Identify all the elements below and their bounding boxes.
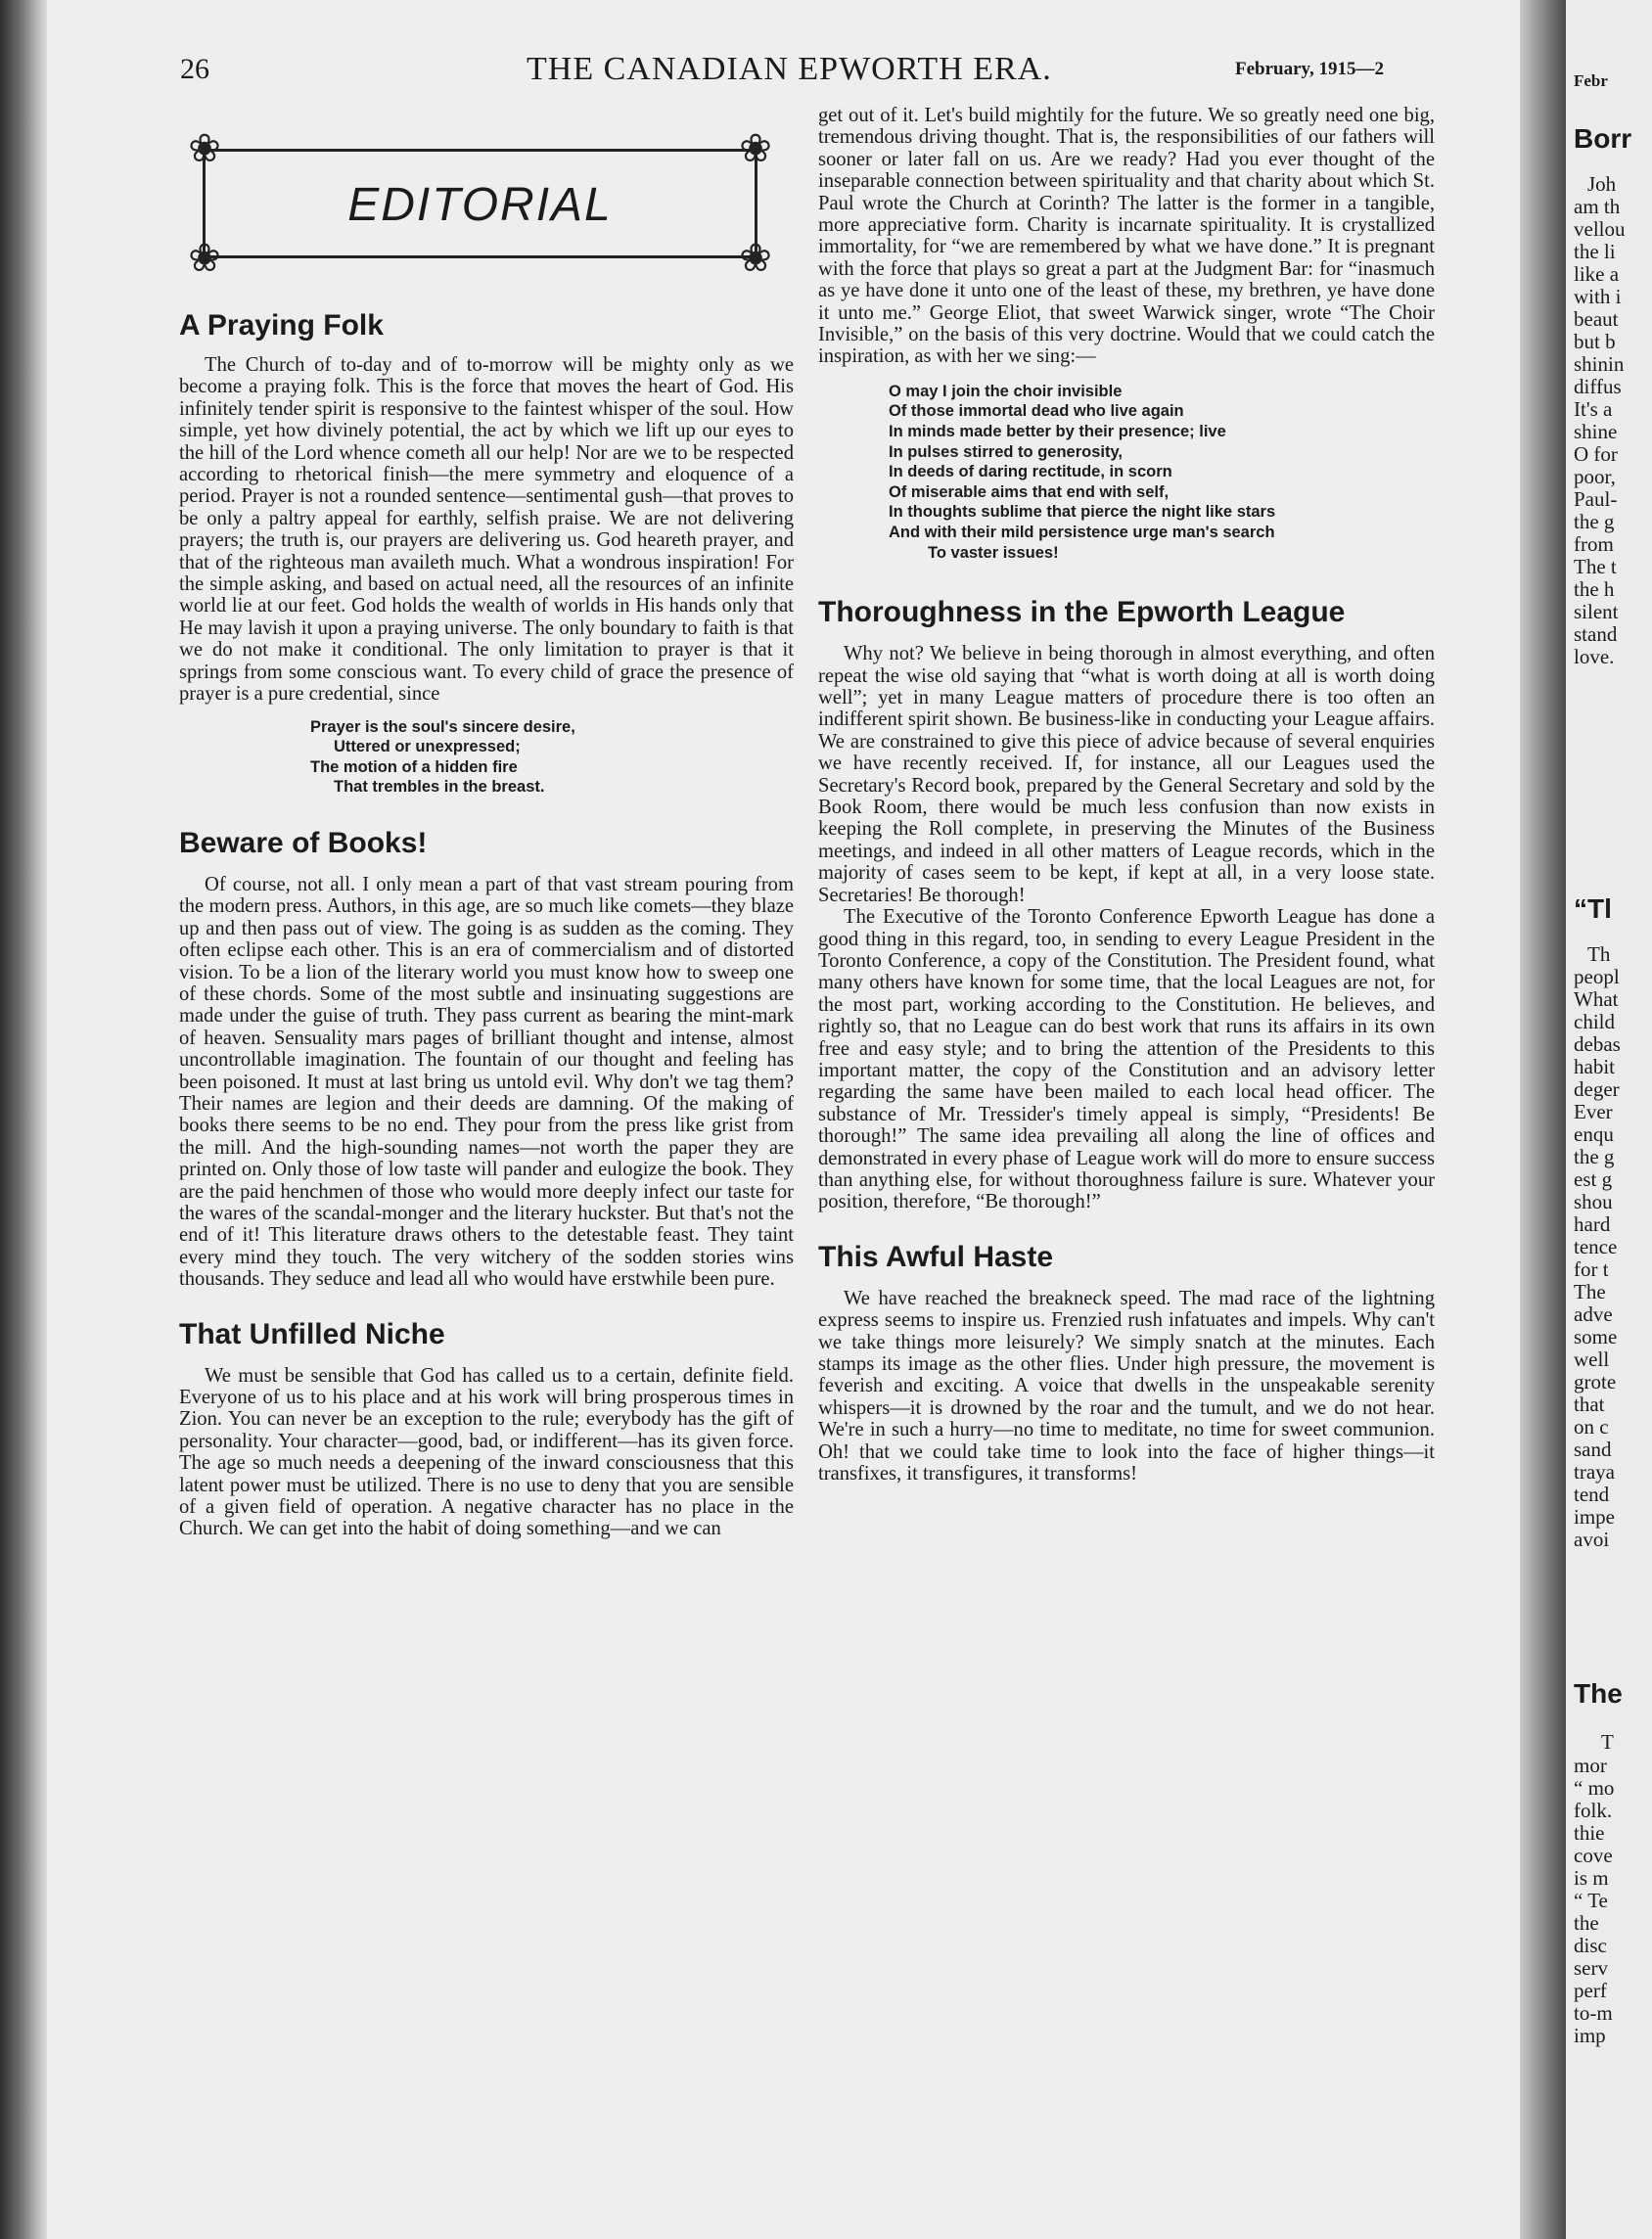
- poem-line: That trembles in the breast.: [334, 778, 545, 797]
- adjacent-page-fragment: Paul-: [1574, 487, 1618, 511]
- adjacent-page-fragment: Ever: [1574, 1100, 1613, 1123]
- adjacent-page-fragment: folk.: [1574, 1799, 1613, 1822]
- adjacent-page-fragment: grote: [1574, 1370, 1617, 1394]
- adjacent-page-fragment: diffus: [1574, 375, 1622, 398]
- poem-line: Uttered or unexpressed;: [334, 738, 521, 756]
- article-body-awful-haste: We have reached the breakneck speed. The mad race of the lightning express seems to inspire us. Frenzied rush infatuates and impels. Why can't we take things more leisurely? We simply snatch at the minutes. Each stamps its image as the other flies. Under high pressure, the movement is feverish and exciting. A voice that dwells in the unspeakable serenity whispers—it is drowned by the roar and the tumult, and we do not hear. We're in such a hurry—no time to meditate, no time for sweet communion. Oh! that we could take time to look into the face of higher things—it transfixes, it transfigures, it transforms!: [818, 1287, 1435, 1485]
- adjacent-page-fragment: on c: [1574, 1415, 1609, 1439]
- adjacent-page-fragment: sand: [1574, 1438, 1612, 1461]
- adjacent-page-fragment: T: [1601, 1730, 1614, 1754]
- article-heading-beware-of-books: Beware of Books!: [179, 826, 428, 859]
- adjacent-page-fragment: tend: [1574, 1483, 1610, 1506]
- adjacent-page-fragment: for t: [1574, 1257, 1609, 1281]
- adjacent-page-fragment: The: [1574, 1280, 1606, 1303]
- adjacent-page-fragment: from: [1574, 532, 1614, 556]
- adjacent-page-fragment: hard: [1574, 1212, 1611, 1236]
- adjacent-page-fragment: some: [1574, 1325, 1618, 1348]
- poem-line: Of those immortal dead who live again: [889, 402, 1184, 421]
- adjacent-page-fragment: like a: [1574, 262, 1620, 286]
- adjacent-page-fragment: adve: [1574, 1302, 1613, 1326]
- poem-prayer: [310, 717, 794, 798]
- adjacent-page-fragment: beaut: [1574, 307, 1619, 331]
- adjacent-page-fragment: “ Te: [1574, 1889, 1608, 1912]
- adjacent-page-fragment: the g: [1574, 510, 1615, 533]
- left-column: [179, 309, 794, 1540]
- adjacent-page-fragment: habit: [1574, 1055, 1615, 1078]
- adjacent-page-fragment: the: [1574, 1911, 1599, 1935]
- article-heading-praying-folk: A Praying Folk: [179, 309, 384, 342]
- adjacent-page-fragment: am th: [1574, 195, 1621, 218]
- adjacent-page-fragment: What: [1574, 987, 1619, 1011]
- poem-line: Of miserable aims that end with self,: [889, 482, 1170, 501]
- adjacent-page-edge: [1566, 0, 1652, 2239]
- adjacent-page-fragment: avoi: [1574, 1528, 1610, 1551]
- article-body-thoroughness-p2: The Executive of the Toronto Conference Epworth League has done a good thing in this regard, too, in sending to every League President in the Toronto Conference, a copy of the Constitution. The President found, what many others have known for some time, that the local Leagues are not, for the most part, working according to the Constitution. He believes, and rightly so, that no League can do best work that runs its affairs in its own free and easy style; and to bring the attention of the Presidents to this important matter, the copy of the Constitution and an advisory letter regarding the same have been mailed to each local head officer. The substance of Mr. Tressider's timely appeal is simply, “Presidents! Be thorough!” The same idea prevailing all along the line of offices and demonstrated in every phase of League work will do more to ensure success than anything else, for without thoroughness failure is sure. Whatever your position, therefore, “Be thorough!”: [818, 906, 1435, 1213]
- article-heading-thoroughness: Thoroughness in the Epworth League: [818, 596, 1346, 629]
- article-heading-awful-haste: This Awful Haste: [818, 1240, 1054, 1273]
- adjacent-page-fragment: tence: [1574, 1235, 1618, 1258]
- adjacent-page-fragment: vellou: [1574, 217, 1626, 241]
- floral-corner-ornament-icon: ❀: [739, 236, 772, 280]
- poem-line: The motion of a hidden fire: [310, 757, 518, 776]
- adjacent-page-fragment: shinin: [1574, 352, 1625, 376]
- adjacent-page-fragment: Borr: [1574, 123, 1632, 154]
- adjacent-page-fragment: The t: [1574, 555, 1617, 578]
- adjacent-page-fragment: impe: [1574, 1505, 1615, 1529]
- adjacent-page-fragment: silent: [1574, 600, 1619, 623]
- page-number: 26: [180, 53, 209, 85]
- issue-date: February, 1915—2: [1235, 59, 1384, 79]
- book-binding-shadow: [0, 0, 47, 2239]
- right-column: [818, 105, 1435, 1485]
- article-body-praying-folk: The Church of to-day and of to-morrow will be mighty only as we become a praying folk. This is the force that moves the heart of God. His infinitely tender spirit is responsive to the faintest whisper of the soul. How simple, yet how divinely potential, the act by which we lift up our eyes to the hill of the Lord whence cometh all our help! Nor are we to be respected according to rhetorical finish—the mere symmetry and eloquence of a period. Prayer is not a rounded sentence—sentimental gush—that proves to be only a paltry appeal for earthly, selfish praise. We are not delivering prayers; the truth is, our prayers are delivering us. God heareth prayer, and that of the righteous man availeth much. What a wondrous inspiration! For the simple asking, and based on actual need, all the resources of an infinite world lie at our feet. God holds the wealth of worlds in His hands only that He may lavish it upon a praying universe. The only boundary to faith is that we do not make it conditional. The only limitation to prayer is that it springs from some conscious want. To every child of grace the presence of prayer is a pure credential, since: [179, 354, 794, 706]
- adjacent-page-fragment: “ mo: [1574, 1776, 1615, 1800]
- poem-choir-invisible: [889, 382, 1435, 563]
- adjacent-page-fragment: enqu: [1574, 1122, 1614, 1146]
- poem-line: To vaster issues!: [928, 543, 1059, 562]
- adjacent-page-fragment: imp: [1574, 2024, 1606, 2047]
- adjacent-page-fragment: the g: [1574, 1145, 1615, 1168]
- floral-corner-ornament-icon: ❀: [188, 236, 221, 280]
- poem-line: In pulses stirred to generosity,: [889, 442, 1124, 461]
- adjacent-page-fragment: traya: [1574, 1460, 1615, 1484]
- article-body-unfilled-niche: We must be sensible that God has called us to a certain, definite field. Everyone of us to his place and at his work will bring prosperous times in Zion. You can never be an exception to the rule; everybody has the gift of personality. Your character—good, bad, or indifferent—has its given force. The age so much needs a deepening of the inward consciousness that this latent power must be utilized. There is no use to deny that you are sensible of a given field of operation. A negative character has no place in the Church. We can get into the habit of doing something—and we can: [179, 1364, 794, 1540]
- adjacent-page-fragment: Th: [1587, 942, 1611, 966]
- adjacent-page-fragment: disc: [1574, 1934, 1607, 1957]
- poem-line: And with their mild persistence urge man's search: [889, 524, 1275, 542]
- adjacent-page-fragment: love.: [1574, 645, 1615, 668]
- article-body-thoroughness-p1: Why not? We believe in being thorough in almost everything, and often repeat the wise old saying that “what is worth doing at all is worth doing well”; yet in many League matters of procedure there is too often an indifferent spirit shown. Be business-like in conducting your League affairs. We are constrained to give this piece of advice because of several enquiries we have recently received. If, for instance, all our Leagues used the Secretary's Record book, prepared by the General Secretary and sold by the Book Room, there would be much less confusion than now exists in keeping the Roll complete, in preserving the Minutes of the Business meetings, and indeed in all other matters of League records, which in the majority of cases seem to be kept, if kept at all, in a very loose state. Secretaries! Be thorough!: [818, 643, 1435, 906]
- article-body-beware-of-books: Of course, not all. I only mean a part of that vast stream pouring from the modern press. Authors, in this age, are so much like comets—they blaze up and then pass out of view. The going is as sudden as the coming. They often eclipse each other. This is an era of commercialism and of distorted vision. To be a lion of the literary world you must know how to sweep one of these chords. Some of the most subtle and insinuating suggestions are made under the guise of truth. They pass current as bearing the mint-mark of heaven. Sensuality mars pages of brilliant thought and intense, almost uncontrollable imagination. The fountain of our thought and feeling has been poisoned. It must at last bring us untold evil. Why don't we tag them? Their names are legion and their deeds are damning. Of the making of books there seems to be no end. They pour from the press like grist from the mill. And the high-sounding names—not worth the paper they are printed on. Only those of low taste will pander and eulogize the book. They are the paid henchmen of those who would more deeply infect our taste for the wares of the scandal-monger and the literary huckster. But that's not the end of it! This literature draws others to the detestable feast. They taint every mind they touch. The very witchery of the sodden stories wins thousands. They seduce and lead all who would have erstwhile been pure.: [179, 873, 794, 1291]
- adjacent-page-fragment: the li: [1574, 240, 1616, 263]
- adjacent-page-fragment: The: [1574, 1678, 1623, 1709]
- adjacent-page-fragment: mor: [1574, 1754, 1607, 1777]
- adjacent-page-fragment: stand: [1574, 622, 1618, 646]
- adjacent-page-fragment: peopl: [1574, 965, 1620, 988]
- adjacent-page-fragment: cove: [1574, 1844, 1613, 1867]
- adjacent-page-fragment: shine: [1574, 420, 1618, 443]
- floral-corner-ornament-icon: ❀: [739, 126, 772, 170]
- adjacent-page-fragment: debas: [1574, 1032, 1621, 1056]
- adjacent-page-fragment: shou: [1574, 1190, 1613, 1213]
- floral-corner-ornament-icon: ❀: [188, 126, 221, 170]
- adjacent-page-fragment: child: [1574, 1010, 1615, 1033]
- adjacent-page-fragment: Joh: [1587, 172, 1617, 196]
- poem-line: In minds made better by their presence; live: [889, 423, 1226, 441]
- poem-line: In deeds of daring rectitude, in scorn: [889, 463, 1172, 481]
- adjacent-page-fragment: the h: [1574, 577, 1615, 601]
- adjacent-page-fragment: to-m: [1574, 2001, 1613, 2025]
- adjacent-page-fragment: thie: [1574, 1821, 1605, 1845]
- adjacent-page-fragment: that: [1574, 1393, 1605, 1416]
- adjacent-page-fragment: but b: [1574, 330, 1616, 353]
- poem-line: In thoughts sublime that pierce the night like stars: [889, 503, 1276, 522]
- adjacent-page-fragment: deger: [1574, 1077, 1620, 1101]
- adjacent-page-fragment: It's a: [1574, 397, 1613, 421]
- adjacent-page-fragment: est g: [1574, 1167, 1613, 1191]
- adjacent-page-fragment: Febr: [1574, 71, 1608, 90]
- editorial-title: EDITORIAL: [347, 179, 613, 231]
- adjacent-page-fragment: “Tl: [1574, 893, 1612, 924]
- adjacent-page-fragment: is m: [1574, 1866, 1609, 1890]
- poem-line: Prayer is the soul's sincere desire,: [310, 717, 575, 736]
- adjacent-page-fragment: serv: [1574, 1956, 1608, 1980]
- adjacent-page-fragment: perf: [1574, 1979, 1607, 2002]
- editorial-banner: [179, 119, 781, 288]
- article-heading-unfilled-niche: That Unfilled Niche: [179, 1317, 445, 1350]
- page-header: [0, 49, 1652, 98]
- adjacent-page-fragment: O for: [1574, 442, 1618, 466]
- article-body-unfilled-niche-continued: get out of it. Let's build mightily for the future. We so greatly need one big, tremendous driving thought. That is, the responsibilities of our fathers will sooner or later fall on us. Are we ready? Had you ever thought of the inseparable connection between spirituality and that charity about which St. Paul wrote the Church at Corinth? The latter is the former in a tangible, more appreciative form. Charity is incarnate spirituality. It is crystallized immortality, for “we are remembered by what we have done.” It is pregnant with the force that plays so great a part at the Judgment Bar: for “inasmuch as ye have done it unto one of the least of these, my brethren, ye have done it unto me.” George Eliot, that sweet Warwick singer, wrote “The Choir Invisible,” on the basis of this very doctrine. Would that we could catch the inspiration, as with her we sing:—: [818, 105, 1435, 368]
- adjacent-page-fragment: well: [1574, 1348, 1610, 1371]
- poem-line: O may I join the choir invisible: [889, 382, 1123, 400]
- masthead-title: THE CANADIAN EPWORTH ERA.: [527, 51, 1052, 87]
- adjacent-page-fragment: with i: [1574, 285, 1622, 308]
- adjacent-page-fragment: poor,: [1574, 465, 1616, 488]
